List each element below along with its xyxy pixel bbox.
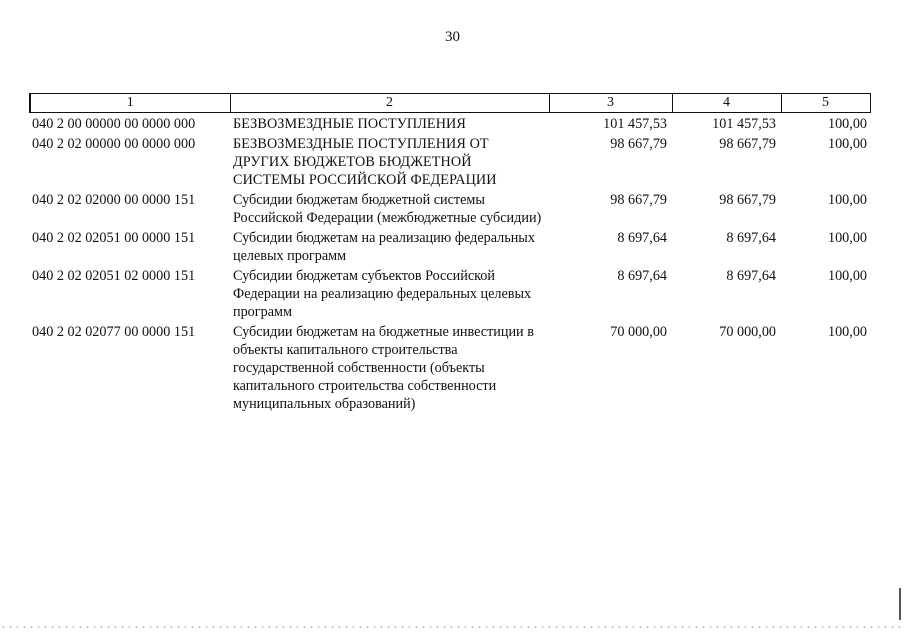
actual-amount: 8 697,64	[726, 230, 776, 246]
plan-amount: 8 697,64	[617, 268, 667, 284]
revenue-name: БЕЗВОЗМЕЗДНЫЕ ПОСТУПЛЕНИЯ ОТ ДРУГИХ БЮДЖЕТОВ БЮДЖЕТНОЙ СИСТЕМЫ РОССИЙСКОЙ ФЕДЕРАЦИИ	[233, 136, 497, 188]
table-row	[30, 265, 870, 321]
actual-amount: 8 697,64	[726, 268, 776, 284]
column-number-row	[30, 94, 870, 113]
budget-code: 040 2 02 02051 00 0000 151	[32, 230, 196, 246]
actual-amount: 101 457,53	[712, 116, 776, 132]
column-header-2: 2	[230, 94, 549, 113]
table-row	[30, 189, 870, 227]
plan-amount: 98 667,79	[610, 136, 667, 152]
execution-percent: 100,00	[827, 116, 867, 132]
execution-percent: 100,00	[827, 324, 867, 340]
revenue-name: Субсидии бюджетам бюджетной системы Российской Федерации (межбюджетные субсидии)	[233, 192, 542, 226]
budget-code: 040 2 02 02000 00 0000 151	[32, 192, 196, 208]
execution-percent: 100,00	[827, 136, 867, 152]
plan-amount: 101 457,53	[603, 116, 667, 132]
table-row	[30, 133, 870, 189]
page-number: 30	[445, 29, 460, 45]
table-row	[30, 321, 870, 413]
table-row	[30, 227, 870, 265]
revenue-name: Субсидии бюджетам на реализацию федеральных целевых программ	[233, 230, 535, 264]
budget-code: 040 2 02 02051 02 0000 151	[32, 268, 196, 284]
plan-amount: 8 697,64	[617, 230, 667, 246]
revenue-name: БЕЗВОЗМЕЗДНЫЕ ПОСТУПЛЕНИЯ	[233, 116, 466, 132]
revenue-name: Субсидии бюджетам субъектов Российской Федерации на реализацию федеральных целевых программ	[233, 268, 532, 320]
actual-amount: 98 667,79	[719, 192, 776, 208]
execution-percent: 100,00	[827, 230, 867, 246]
execution-percent: 100,00	[827, 268, 867, 284]
column-header-5: 5	[781, 94, 870, 113]
revenue-name: Субсидии бюджетам на бюджетные инвестиции в объекты капитального строительства государственной собственности (объекты капитального строительства собственности муниципальных образований)	[233, 324, 534, 412]
budget-code: 040 2 02 00000 00 0000 000	[32, 136, 196, 152]
scan-edge-mark	[899, 588, 901, 620]
budget-revenue-table	[29, 93, 871, 413]
plan-amount: 98 667,79	[610, 192, 667, 208]
column-header-1: 1	[30, 94, 230, 113]
plan-amount: 70 000,00	[610, 324, 667, 340]
budget-code: 040 2 00 00000 00 0000 000	[32, 116, 196, 132]
column-header-3: 3	[549, 94, 672, 113]
actual-amount: 70 000,00	[719, 324, 776, 340]
table-row	[30, 113, 870, 134]
execution-percent: 100,00	[827, 192, 867, 208]
scan-noise-line	[0, 626, 905, 628]
budget-code: 040 2 02 02077 00 0000 151	[32, 324, 196, 340]
actual-amount: 98 667,79	[719, 136, 776, 152]
column-header-4: 4	[672, 94, 781, 113]
